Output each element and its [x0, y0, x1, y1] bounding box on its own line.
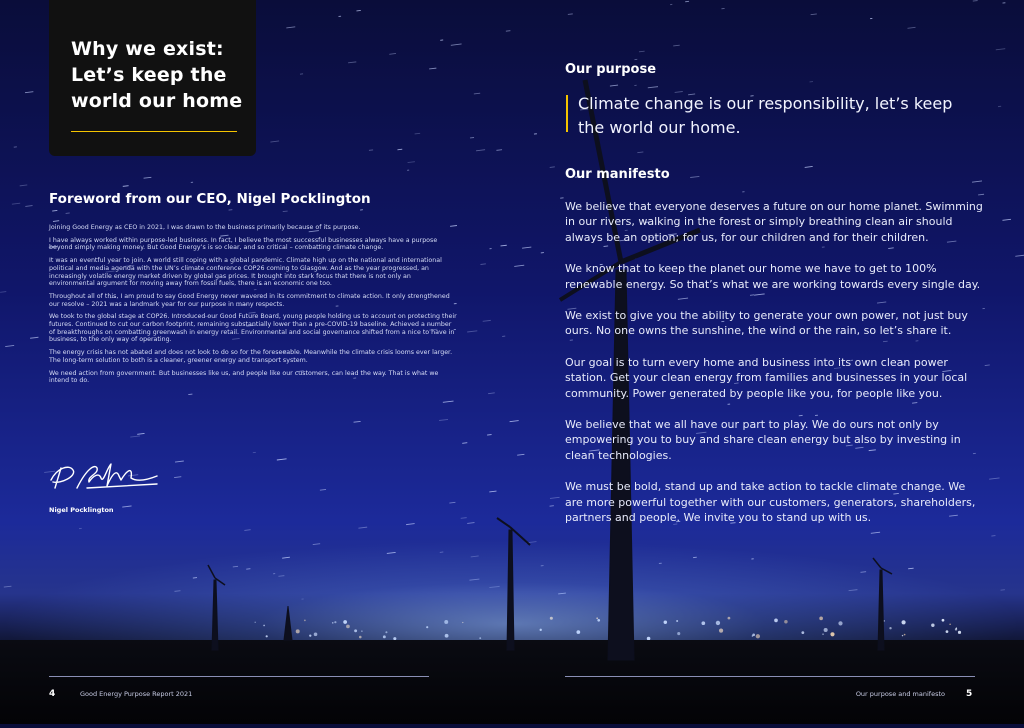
foreword-paragraph: We took to the global stage at COP26. Introduced our Good Future Board, young people holding us to account on protecting their futures. Continued to cut our carbon footprint, remaining substantially lower than a pre-COVID-19 baseline. Achieved a number of breakthroughs on combatting greenwash in energy retail. Environmental and social governance shifted from a nice to have in business, to the only way of operating. [49, 313, 457, 344]
purpose-heading: Our purpose [565, 62, 656, 77]
turbine-tower-right [878, 570, 884, 650]
foreword-paragraph: We need action from government. But businesses like us, and people like our customers, can lead the way. That is what we intend to do. [49, 370, 457, 385]
turbine-tower-mid [507, 530, 514, 650]
ceo-foreword-heading: Foreword from our CEO, Nigel Pocklington [49, 191, 371, 207]
pylon [284, 606, 292, 640]
footer-report-title: Good Energy Purpose Report 2021 [80, 690, 192, 698]
title-box [49, 0, 256, 156]
manifesto-paragraph: We exist to give you the ability to generate your own power, not just buy ours. No one owns the sunshine, the wind or the rain, so let’s share it. [565, 308, 985, 339]
signer-name: Nigel Pocklington [49, 506, 114, 514]
ceo-signature [47, 458, 162, 498]
foreword-paragraph: Joining Good Energy as CEO in 2021, I was drawn to the business primarily because of its purpose. [49, 224, 457, 232]
manifesto-paragraph: Our goal is to turn every home and business into its own clean power station. Get your clean energy from families and businesses in your local community. Power generated by people like you, for people like you. [565, 355, 985, 401]
manifesto-paragraph: We must be bold, stand up and take action to tackle climate change. We are more powerful together with our customers, generators, shareholders, partners and people. We invite you to stand up with us. [565, 479, 985, 525]
quote-accent-bar [566, 95, 568, 132]
footer-section-title: Our purpose and manifesto [820, 690, 945, 698]
manifesto-paragraph: We believe that we all have our part to play. We do ours not only by empowering you to buy and share clean energy but also by investing in clean technologies. [565, 417, 985, 463]
turbine-tower-small-left [212, 580, 218, 650]
ceo-foreword-body [49, 224, 457, 390]
foreword-paragraph: The energy crisis has not abated and does not look to do so for the foreseeable. Meanwhile the climate crisis looms ever larger. The long-term solution to both is a cleaner, greener energy and transport system. [49, 349, 457, 364]
manifesto-body [565, 199, 985, 542]
footer-divider-left [49, 676, 429, 677]
footer-divider-right [565, 676, 975, 677]
page-title: Why we exist: Let’s keep the world our home [71, 36, 251, 114]
manifesto-paragraph: We know that to keep the planet our home we have to get to 100% renewable energy. So that’s what we are working towards every single day. [565, 261, 985, 292]
foreword-paragraph: Throughout all of this, I am proud to say Good Energy never wavered in its commitment to climate action. It only strengthened our resolve – 2021 was a landmark year for our purpose in many respects. [49, 293, 457, 308]
foreword-paragraph: It was an eventful year to join. A world still coping with a global pandemic. Climate high up on the national and international political and media agenda with the UN’s climate conference COP26 coming to Glasgow. And as the year progressed, an increasingly volatile energy market driven by global gas prices. It brought into stark focus that there is not only an environmental argument for moving away from fossil fuels, there is an economic one too. [49, 257, 457, 288]
page-number-left: 4 [49, 689, 55, 699]
page-number-right: 5 [966, 689, 972, 699]
manifesto-heading: Our manifesto [565, 167, 670, 182]
manifesto-paragraph: We believe that everyone deserves a future on our home planet. Swimming in our rivers, walking in the forest or simply breathing clean air should always be an option; for us, for our children and for their children. [565, 199, 985, 245]
foreword-paragraph: I have always worked within purpose-led business. In fact, I believe the most successful businesses always have a purpose beyond simply making money. But Good Energy’s is so clear, and so critical – combatting climate change. [49, 237, 457, 252]
title-underline [71, 131, 237, 132]
purpose-quote: Climate change is our responsibility, let’s keep the world our home. [578, 92, 978, 140]
